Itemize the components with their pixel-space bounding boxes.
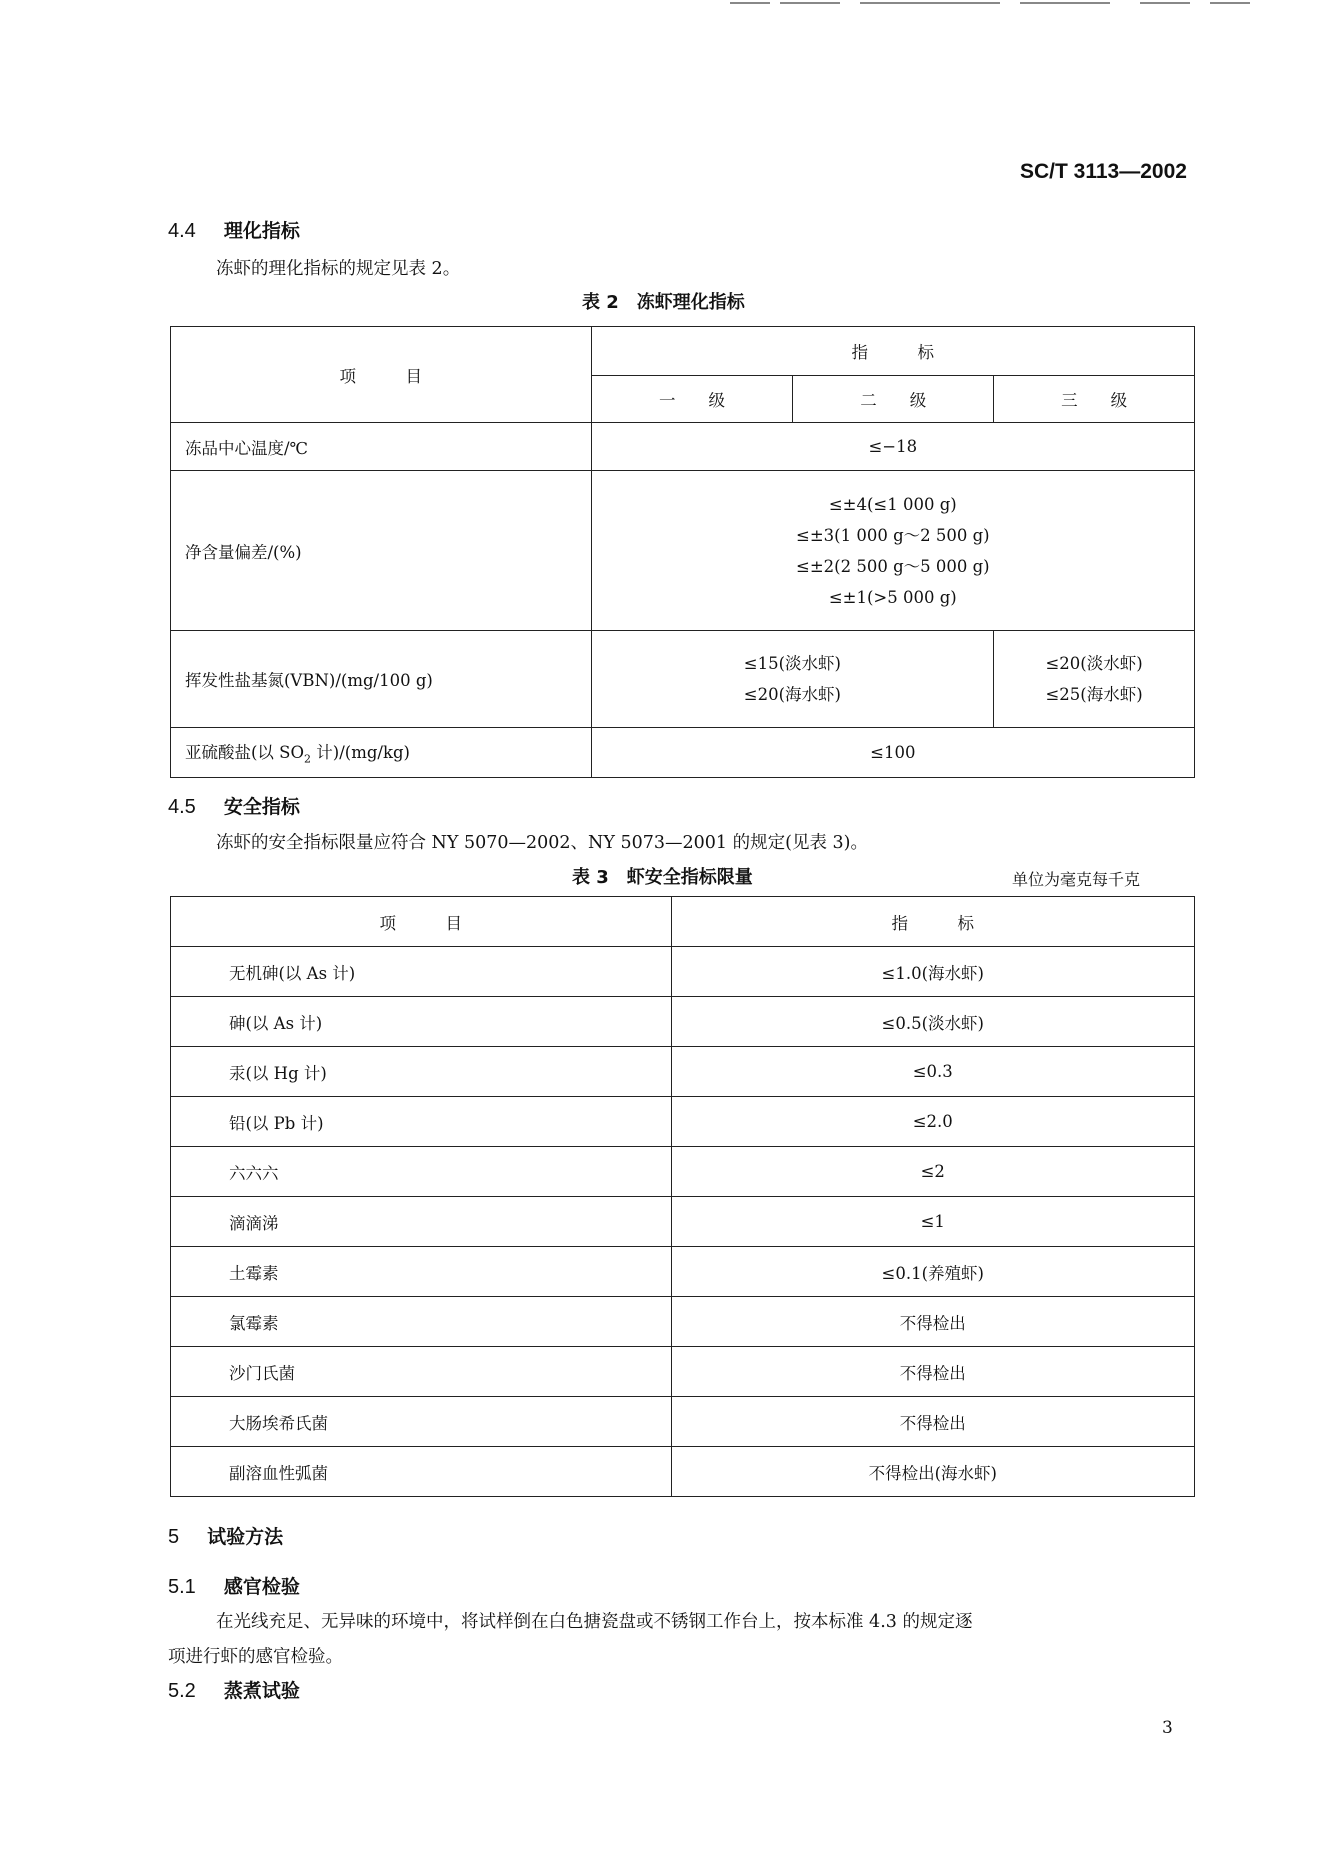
vbn-line: ≤20(海水虾) — [743, 685, 841, 704]
table-3-item: 滴滴涕 — [171, 1197, 672, 1247]
table-row — [171, 1397, 1195, 1447]
section-number: 4.4 — [168, 220, 196, 242]
table-2-item-net: 净含量偏差/(%) — [171, 471, 592, 631]
table-3-value: 不得检出 — [671, 1347, 1194, 1397]
section-number: 4.5 — [168, 796, 196, 818]
table-row — [171, 1347, 1195, 1397]
table-3-item: 铅(以 Pb 计) — [171, 1097, 672, 1147]
table-3-value: ≤1.0(海水虾) — [671, 947, 1194, 997]
table-row — [171, 471, 1195, 631]
table-3-unit: 单位为毫克每千克 — [1012, 870, 1141, 889]
section-heading-5-1 — [168, 1572, 300, 1599]
table-2-value-net — [591, 471, 1194, 631]
section-title: 试验方法 — [207, 1526, 284, 1548]
table-2 — [170, 326, 1195, 778]
net-line: ≤±4(≤1 000 g) — [828, 494, 957, 514]
net-line: ≤±3(1 000 g～2 500 g) — [796, 525, 990, 545]
vbn-line: ≤15(淡水虾) — [743, 654, 841, 673]
table-2-head-item: 项 目 — [171, 327, 592, 423]
table-row — [171, 1247, 1195, 1297]
section-heading-4-4 — [168, 216, 300, 243]
scan-mark — [780, 2, 840, 4]
table-3-value: ≤0.1(养殖虾) — [671, 1247, 1194, 1297]
table-row — [171, 631, 1195, 728]
table-row — [171, 1297, 1195, 1347]
table-row — [171, 1447, 1195, 1497]
table-2-head-index: 指 标 — [591, 327, 1194, 376]
table-2-grade-3: 三 级 — [994, 376, 1195, 423]
section-title: 蒸煮试验 — [223, 1680, 300, 1702]
table-3-head-item: 项 目 — [171, 897, 672, 947]
section-4-5-text: 冻虾的安全指标限量应符合 NY 5070—2002、NY 5073—2001 的规定(见表 3)。 — [216, 833, 868, 853]
table-row — [171, 423, 1195, 471]
table-3-item: 副溶血性弧菌 — [171, 1447, 672, 1497]
section-title: 安全指标 — [223, 796, 300, 818]
table-2-item-vbn: 挥发性盐基氮(VBN)/(mg/100 g) — [171, 631, 592, 728]
table-row — [171, 728, 1195, 778]
vbn-line: ≤25(海水虾) — [1045, 685, 1143, 704]
section-heading-4-5 — [168, 792, 300, 819]
section-number: 5 — [168, 1526, 180, 1548]
net-line: ≤±1(>5 000 g) — [828, 587, 957, 607]
table-2-value-temp: ≤−18 — [591, 423, 1194, 471]
scan-mark — [860, 2, 1000, 4]
table-row — [171, 1147, 1195, 1197]
section-5-1-text-line-2: 项进行虾的感官检验。 — [168, 1647, 343, 1667]
page-number: 3 — [1162, 1718, 1173, 1738]
section-heading-5-2 — [168, 1676, 300, 1703]
table-3-item: 无机砷(以 As 计) — [171, 947, 672, 997]
vbn-line: ≤20(淡水虾) — [1045, 654, 1143, 673]
net-line: ≤±2(2 500 g～5 000 g) — [796, 556, 990, 576]
scan-mark — [1210, 2, 1250, 4]
standard-code: SC/T 3113—2002 — [1020, 160, 1187, 183]
table-3-item: 土霉素 — [171, 1247, 672, 1297]
table-3-value: ≤2 — [671, 1147, 1194, 1197]
table-2-value-vbn-3 — [994, 631, 1195, 728]
table-3-value: ≤0.3 — [671, 1047, 1194, 1097]
sulfite-prefix: 亚硫酸盐(以 SO — [185, 743, 305, 763]
section-title: 感官检验 — [223, 1576, 300, 1598]
table-3-item: 六六六 — [171, 1147, 672, 1197]
table-row — [171, 1047, 1195, 1097]
table-3-value: ≤1 — [671, 1197, 1194, 1247]
table-row — [171, 947, 1195, 997]
section-number: 5.2 — [168, 1680, 196, 1702]
table-3-value: 不得检出 — [671, 1297, 1194, 1347]
table-3-value: ≤0.5(淡水虾) — [671, 997, 1194, 1047]
table-2-grade-1: 一 级 — [591, 376, 793, 423]
table-3-caption: 表 3 虾安全指标限量 — [572, 867, 753, 888]
table-3-item: 氯霉素 — [171, 1297, 672, 1347]
table-2-item-temp: 冻品中心温度/℃ — [171, 423, 592, 471]
scan-mark — [1020, 2, 1110, 4]
section-number: 5.1 — [168, 1576, 196, 1598]
table-2-caption: 表 2 冻虾理化指标 — [582, 292, 745, 313]
table-3-value: 不得检出 — [671, 1397, 1194, 1447]
section-title: 理化指标 — [223, 220, 300, 242]
table-2-grade-2: 二 级 — [793, 376, 994, 423]
scan-mark — [1140, 2, 1190, 4]
table-2-value-vbn-12 — [591, 631, 994, 728]
table-3-value: 不得检出(海水虾) — [671, 1447, 1194, 1497]
table-3 — [170, 896, 1195, 1497]
table-2-item-sulfite — [171, 728, 592, 778]
table-row — [171, 1197, 1195, 1247]
scan-mark — [730, 2, 770, 4]
sulfite-suffix: 计)/(mg/kg) — [311, 743, 410, 763]
sulfite-subscript: 2 — [304, 752, 312, 766]
section-4-4-text: 冻虾的理化指标的规定见表 2。 — [216, 259, 461, 279]
section-heading-5 — [168, 1522, 283, 1549]
table-3-item: 砷(以 As 计) — [171, 997, 672, 1047]
section-5-1-text-line-1: 在光线充足、无异味的环境中，将试样倒在白色搪瓷盘或不锈钢工作台上，按本标准 4.3 的规定逐 — [216, 1612, 973, 1632]
table-3-item: 汞(以 Hg 计) — [171, 1047, 672, 1097]
table-3-item: 沙门氏菌 — [171, 1347, 672, 1397]
table-row — [171, 1097, 1195, 1147]
table-3-value: ≤2.0 — [671, 1097, 1194, 1147]
table-3-head-index: 指 标 — [671, 897, 1194, 947]
table-2-value-sulfite: ≤100 — [591, 728, 1194, 778]
table-3-item: 大肠埃希氏菌 — [171, 1397, 672, 1447]
table-row — [171, 997, 1195, 1047]
